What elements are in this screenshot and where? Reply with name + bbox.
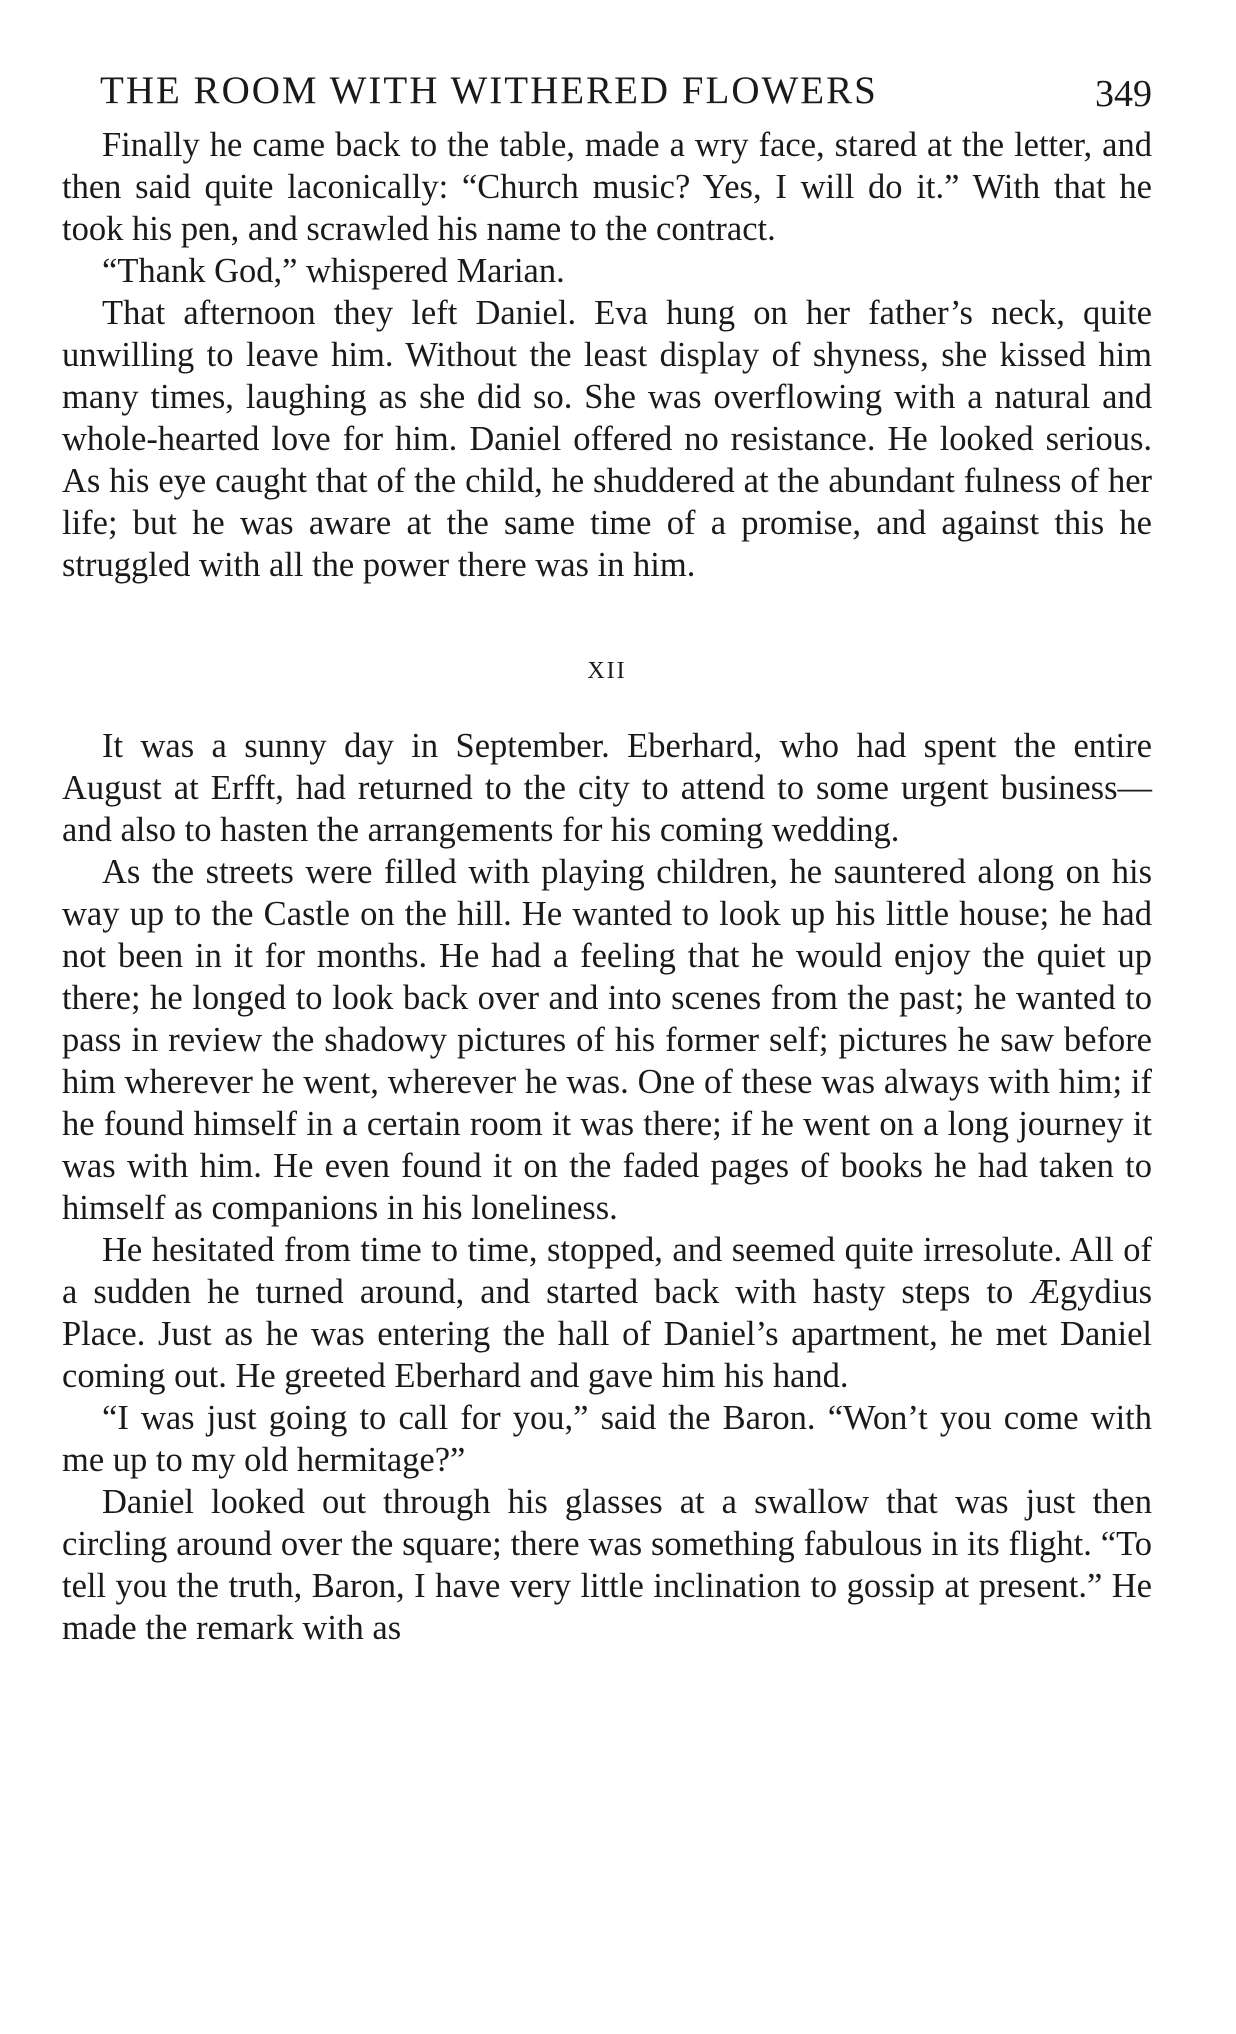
paragraph: Daniel looked out through his glasses at a swallow that was just then circling around over the square; there was something fabulous in its flight. “To tell you the truth, Baron, I have very little inclination to gossip at present.” He made the remark with as [62,1483,1152,1647]
paragraph: “Thank God,” whispered Marian. [102,252,565,290]
running-title: THE ROOM WITH WITHERED FLOWERS [100,69,878,112]
paragraph: As the streets were filled with playing children, he sauntered along on his way up to the Castle on the hill. He wanted to look up his little house; he had not been in it for months. He had a feeling that he would enjoy the quiet up there; he longed to look back over and into scenes from the past; he wanted to pass in review the shadowy pictures of his former self; pictures he saw before him wherever he went, wherever he was. One of these was always with him; if he found himself in a certain room it was there; if he went on a long journey it was with him. He even found it on the faded pages of books he had taken to himself as companions in his loneliness. [62,853,1152,1227]
paragraph: Finally he came back to the table, made a wry face, stared at the letter, and then said quite laconically: “Church music? Yes, I will do it.” With that he took his pen, and scrawled his name to the contract. [62,126,1152,248]
running-head [62,68,1152,124]
book-page [62,68,1152,1649]
paragraph: “I was just going to call for you,” said the Baron. “Won’t you come with me up to my old hermitage?” [62,1399,1152,1479]
paragraph: It was a sunny day in September. Eberhard, who had spent the entire August at Erfft, had returned to the city to attend to some urgent business—and also to hasten the arrangements for his coming wedding. [62,727,1152,849]
section-number: XII [587,658,627,684]
page-number: 349 [1095,73,1152,115]
paragraph: That afternoon they left Daniel. Eva hung on her father’s neck, quite unwilling to leave him. Without the least display of shyness, she kissed him many times, laughing as she did so. She was overflowing with a natural and whole-hearted love for him. Daniel offered no resistance. He looked serious. As his eye caught that of the child, he shuddered at the abundant fulness of her life; but he was aware at the same time of a promise, and against this he struggled with all the power there was in him. [62,294,1152,584]
paragraph: He hesitated from time to time, stopped, and seemed quite irresolute. All of a sudden he turned around, and started back with hasty steps to Ægydius Place. Just as he was entering the hall of Daniel’s apartment, he met Daniel coming out. He greeted Eberhard and gave him his hand. [62,1231,1152,1395]
